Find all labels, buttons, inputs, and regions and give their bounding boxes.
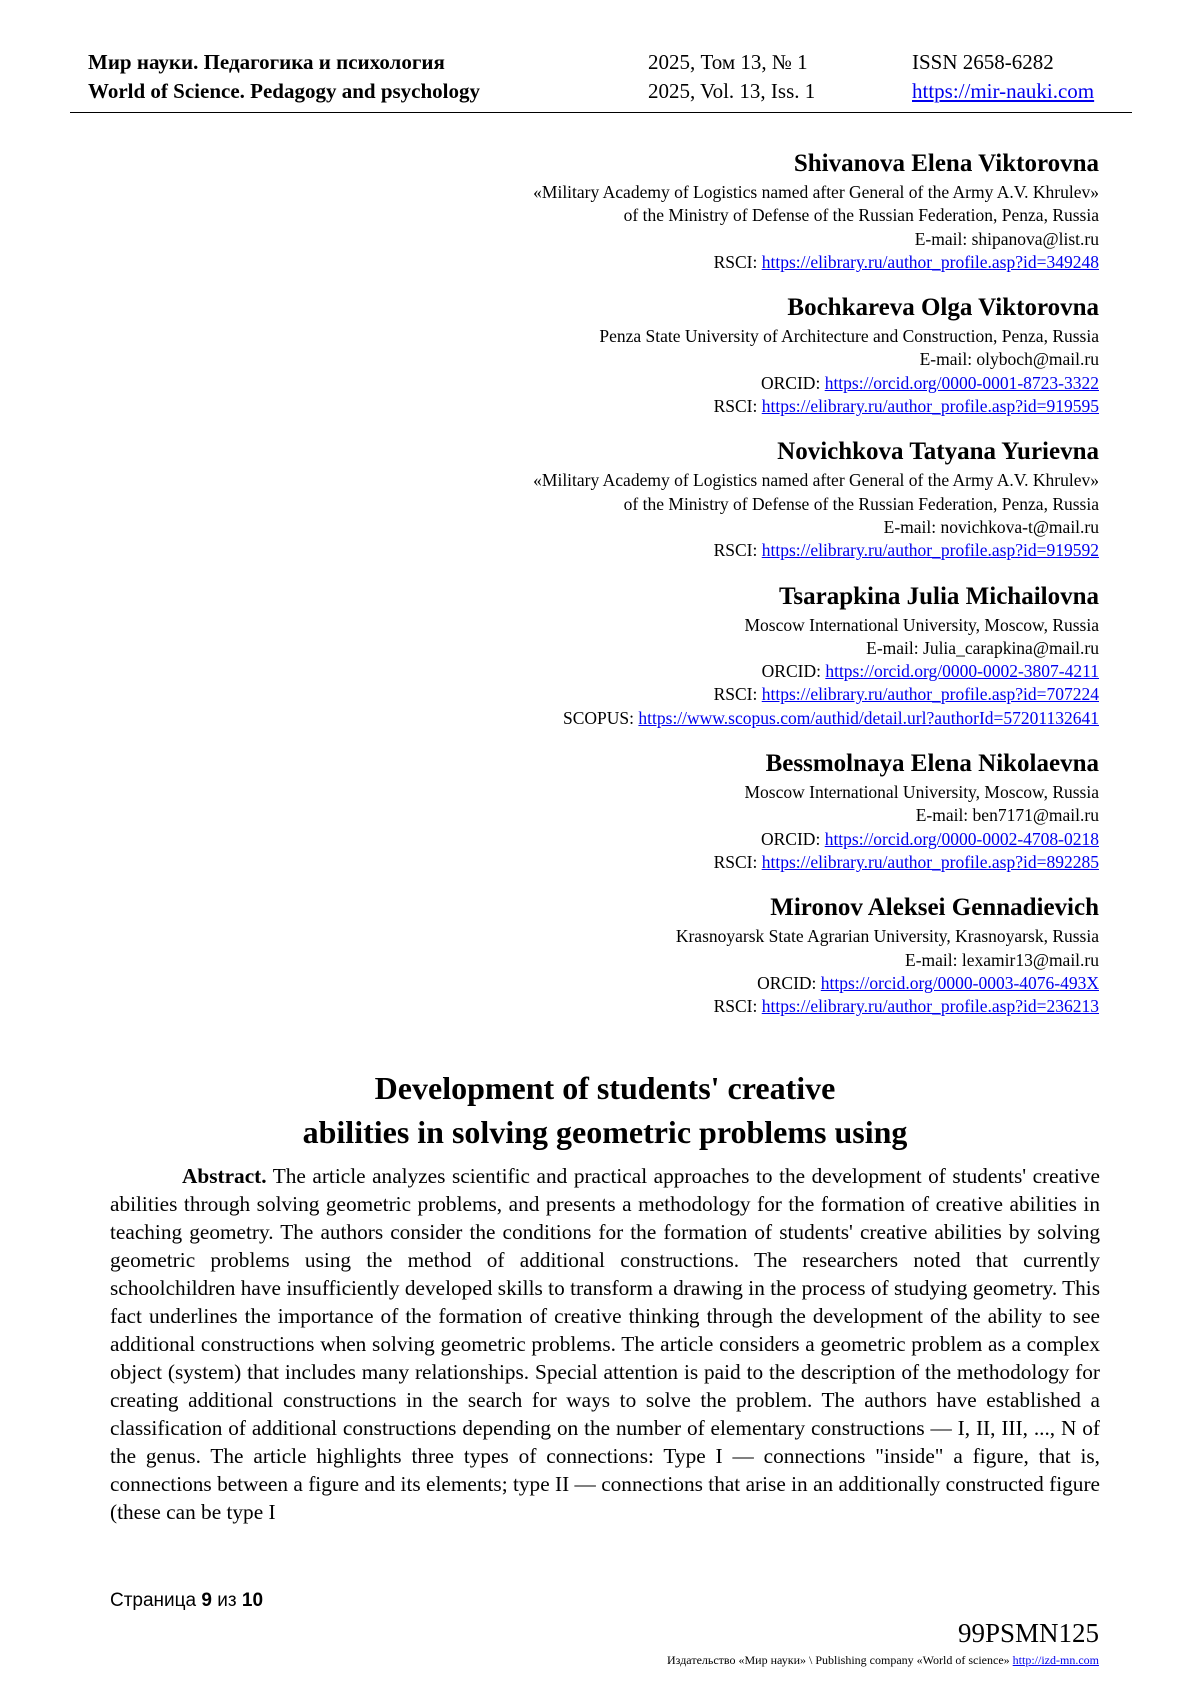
author-bessmolnaya bbox=[199, 746, 1099, 874]
author-rsci bbox=[199, 539, 1099, 562]
author-affiliation: Moscow International University, Moscow, Russia bbox=[744, 614, 1099, 635]
orcid-label: ORCID: bbox=[761, 372, 825, 393]
author-name: Shivanova Elena Viktorovna bbox=[793, 150, 1099, 177]
author-shivanova bbox=[199, 146, 1099, 274]
author-affiliation: Penza State University of Architecture and Construction, Penza, Russia bbox=[599, 326, 1099, 347]
scopus-link[interactable]: https://www.scopus.com/authid/detail.url?authorId=57201132641 bbox=[638, 707, 1099, 728]
author-name: Novichkova Tatyana Yurievna bbox=[777, 438, 1099, 466]
author-name: Tsarapkina Julia Michailovna bbox=[779, 582, 1099, 610]
issn-block bbox=[912, 48, 1094, 106]
author-name: Bochkareva Olga Viktorovna bbox=[787, 294, 1099, 322]
article-title-line: Development of students' creative bbox=[374, 1070, 836, 1106]
rsci-link[interactable]: https://elibrary.ru/author_profile.asp?id=236213 bbox=[761, 996, 1099, 1017]
abstract-text: The article analyzes scientific and practical approaches to the development of students' creative abilities through solving geometric problems, and presents a methodology for the formation of creative abilities in teaching geometry. The authors consider the conditions for the formation of students' creative abilities by solving geometric problems using the method of additional constructions. The researchers noted that currently schoolchildren have insufficiently developed skills to transform a drawing in the process of studying geometry. This fact underlines the importance of the formation of creative thinking through the development of the ability to see additional constructions when solving geometric problems. The article considers a geometric problem as a complex object (system) that includes many relationships. Special attention is paid to the description of the methodology for creating additional constructions in the search for ways to solve the problem. The authors have established a classification of additional constructions depending on the number of elementary constructions — I, II, III, ..., N of the genus. The article highlights three types of connections: Type I — connections "inside" a figure, that is, connections between a figure and its elements; type II — connections that arise in an additionally constructed figure (these can be type I bbox=[110, 1164, 1100, 1524]
author-affiliation: of the Ministry of Defense of the Russian Federation, Penza, Russia bbox=[623, 493, 1099, 514]
orcid-link[interactable]: https://orcid.org/0000-0001-8723-3322 bbox=[824, 372, 1099, 393]
page-middle: из bbox=[211, 1590, 242, 1611]
scopus-label: SCOPUS: bbox=[563, 707, 639, 728]
author-novichkova bbox=[199, 434, 1099, 562]
author-orcid bbox=[199, 972, 1099, 995]
publisher-link[interactable]: http://izd-mn.com bbox=[1012, 1653, 1099, 1667]
author-orcid bbox=[199, 372, 1099, 395]
orcid-label: ORCID: bbox=[761, 828, 825, 849]
author-mironov bbox=[199, 890, 1099, 1018]
rsci-label: RSCI: bbox=[713, 851, 762, 872]
author-bochkareva bbox=[199, 290, 1099, 418]
author-email: E-mail: Julia_carapkina@mail.ru bbox=[866, 637, 1099, 658]
rsci-link[interactable]: https://elibrary.ru/author_profile.asp?id=349248 bbox=[761, 251, 1099, 272]
orcid-link[interactable]: https://orcid.org/0000-0002-3807-4211 bbox=[825, 661, 1099, 682]
authors-block bbox=[199, 146, 1099, 1034]
issue-ru: 2025, Том 13, № 1 bbox=[648, 50, 808, 74]
orcid-label: ORCID: bbox=[757, 972, 821, 993]
orcid-link[interactable]: https://orcid.org/0000-0003-4076-493X bbox=[820, 972, 1099, 993]
rsci-link[interactable]: https://elibrary.ru/author_profile.asp?id=919595 bbox=[761, 396, 1099, 417]
rsci-link[interactable]: https://elibrary.ru/author_profile.asp?id=919592 bbox=[761, 540, 1099, 561]
page-prefix: Страница bbox=[110, 1590, 202, 1611]
author-affiliation: Moscow International University, Moscow, Russia bbox=[744, 782, 1099, 803]
author-rsci bbox=[199, 251, 1099, 274]
rsci-label: RSCI: bbox=[713, 684, 762, 705]
orcid-link[interactable]: https://orcid.org/0000-0002-4708-0218 bbox=[824, 828, 1099, 849]
issue-en: 2025, Vol. 13, Iss. 1 bbox=[648, 79, 816, 103]
author-orcid bbox=[199, 660, 1099, 683]
author-rsci bbox=[199, 995, 1099, 1018]
abstract bbox=[110, 1162, 1100, 1526]
author-affiliation: «Military Academy of Logistics named after General of the Army A.V. Khrulev» bbox=[533, 182, 1099, 202]
author-orcid bbox=[199, 828, 1099, 851]
author-affiliation: «Military Academy of Logistics named after General of the Army A.V. Khrulev» bbox=[533, 470, 1099, 491]
issue-block bbox=[648, 48, 815, 106]
author-scopus bbox=[199, 707, 1099, 730]
publisher-line bbox=[667, 1653, 1099, 1668]
author-affiliation: Krasnoyarsk State Agrarian University, Krasnoyarsk, Russia bbox=[675, 926, 1099, 947]
article-title-line: abilities in solving geometric problems using bbox=[302, 1114, 908, 1150]
journal-title-ru: Мир науки. Педагогика и психология bbox=[88, 50, 445, 74]
orcid-label: ORCID: bbox=[761, 661, 826, 682]
author-rsci bbox=[199, 395, 1099, 418]
author-affiliation: of the Ministry of Defense of the Russian Federation, Penza, Russia bbox=[623, 205, 1099, 226]
author-rsci bbox=[199, 683, 1099, 706]
rsci-link[interactable]: https://elibrary.ru/author_profile.asp?id=892285 bbox=[761, 851, 1099, 872]
rsci-link[interactable]: https://elibrary.ru/author_profile.asp?id=707224 bbox=[761, 684, 1099, 705]
rsci-label: RSCI: bbox=[713, 996, 762, 1017]
author-rsci bbox=[199, 851, 1099, 874]
article-code: 99PSMN125 bbox=[957, 1618, 1099, 1648]
abstract-label: Abstract. bbox=[182, 1164, 267, 1188]
author-name: Bessmolnaya Elena Nikolaevna bbox=[765, 750, 1099, 778]
journal-site-link[interactable]: https://mir-nauki.com bbox=[912, 79, 1095, 103]
article-title bbox=[110, 1066, 1100, 1154]
page-number bbox=[110, 1590, 263, 1612]
journal-title-en: World of Science. Pedagogy and psychology bbox=[88, 79, 481, 103]
journal-title-block bbox=[88, 48, 480, 106]
author-email: E-mail: shipanova@list.ru bbox=[914, 228, 1099, 249]
page-total: 10 bbox=[241, 1590, 264, 1611]
publisher-text: Издательство «Мир науки» \ Publishing company «World of science» bbox=[667, 1653, 1013, 1667]
author-tsarapkina bbox=[199, 579, 1099, 730]
author-email: E-mail: lexamir13@mail.ru bbox=[905, 949, 1099, 970]
page-current: 9 bbox=[201, 1590, 212, 1611]
author-email: E-mail: olyboch@mail.ru bbox=[919, 349, 1099, 370]
header-divider bbox=[70, 112, 1132, 113]
rsci-label: RSCI: bbox=[713, 396, 762, 417]
rsci-label: RSCI: bbox=[713, 540, 762, 561]
author-email: E-mail: novichkova-t@mail.ru bbox=[883, 516, 1099, 537]
author-email: E-mail: ben7171@mail.ru bbox=[915, 805, 1099, 826]
issn: ISSN 2658-6282 bbox=[912, 50, 1054, 74]
rsci-label: RSCI: bbox=[713, 251, 762, 272]
author-name: Mironov Aleksei Gennadievich bbox=[770, 894, 1099, 922]
